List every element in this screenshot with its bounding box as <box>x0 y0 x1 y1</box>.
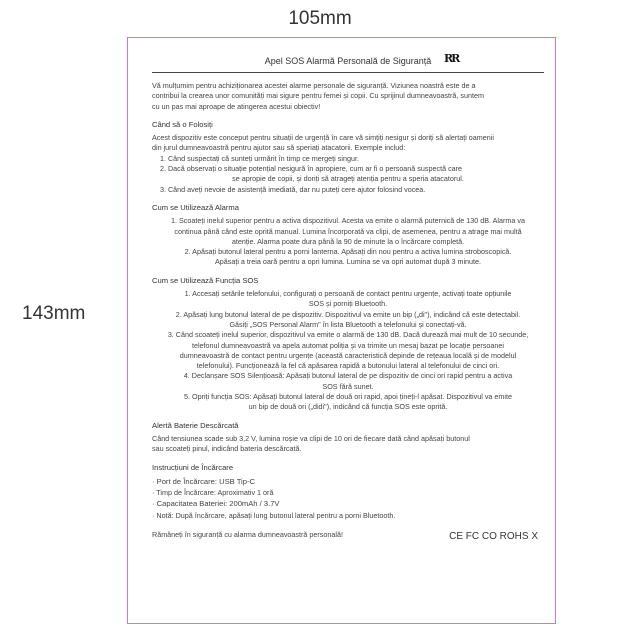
list-item-continued: se apropie de copii, și doriți să atrageți atenția pentru a speria atacatorul. <box>232 174 464 184</box>
section-heading-sos: Cum se Utilizează Funcția SOS <box>152 275 259 285</box>
body-line: Găsiți „SOS Personal Alarm" în lista Bluetooth a telefonului și conectați-vă. <box>229 319 467 329</box>
intro-line: Vă mulțumim pentru achiziționarea acestei alarme personale de siguranță. Viziunea noastră este de a <box>152 81 476 90</box>
body-line: atenție. Alarma poate dura până la 90 de minute la o încărcare completă. <box>231 236 465 246</box>
body-line: telefonului). Funcționează la fel că apăsarea rapidă a butonului lateral al telefonului de cinci ori. <box>196 361 500 371</box>
list-item: 2. Dacă observați o situație potențial nesigură în apropiere, cum ar fi o persoană suspectă care <box>160 164 463 174</box>
body-line: Apăsați a treia oară pentru a opri lumina. Lumina se va opri automat după 3 minute. <box>214 257 482 267</box>
body-line: 1. Scoateți inelul superior pentru a activa dispozitivul. Acesta va emite o alarmă puternică de 130 dB. Alarma va <box>171 216 525 226</box>
body-line: SOS și porniți Bluetooth. <box>308 299 388 309</box>
body-line: 2. Apăsați lung butonul lateral de pe dispozitiv. Dispozitivul va emite un bip („di"), indicând că este detectabil. <box>175 309 521 319</box>
section-heading-when: Când să o Folosiți <box>152 119 213 129</box>
body-line: din jurul dumneavoastră pentru ajutor sau să speriați atacatorii. Exemple includ: <box>152 143 406 153</box>
section-when <box>152 133 544 195</box>
label-footer <box>152 530 544 540</box>
charging-item: · Timp de Încărcare: Aproximativ 1 oră <box>152 488 274 498</box>
body-line: 2. Apăsați butonul lateral pentru a porni lanterna. Apăsați din nou pentru a activa lumina stroboscopică. <box>184 247 512 257</box>
body-line: telefonul dumneavoastră va apela automat poliția și va trimite un mesaj bazat pe locație persoanei <box>191 340 505 350</box>
section-heading-alarm: Cum se Utilizează Alarma <box>152 202 239 212</box>
intro-line: cu un pas mai aproape de atingerea acestui obiectiv! <box>152 101 321 111</box>
label-title: Apel SOS Alarmă Personală de Siguranță <box>264 56 432 66</box>
section-heading-charging: Instrucțiuni de Încărcare <box>152 462 234 472</box>
body-line: continua până când este oprită manual. Lumina încorporată va clipi, de asemenea, pentru a atrage mai multă <box>174 226 522 236</box>
list-item: 1. Când suspectați că sunteți urmărit în timp ce mergeți singur. <box>160 153 359 163</box>
body-line: 4. Declanșare SOS Silențioasă: Apăsați butonul lateral de pe dispozitiv de cinci ori rapid pentru a activa <box>183 371 513 381</box>
label-header <box>152 46 544 73</box>
body-line: sau scoateți pinul, indicând bateria descărcată. <box>152 444 302 454</box>
section-sos <box>152 289 544 413</box>
section-heading-battery: Alertă Baterie Descărcată <box>152 420 239 430</box>
width-dimension-label: 105mm <box>288 8 352 29</box>
body-line: 3. Când scoateți inelul superior, dispozitivul va emite o alarmă de 130 dB. Dacă durează mai mult de 10 secunde, <box>167 330 529 340</box>
body-line: 5. Opriți funcția SOS: Apăsați butonul lateral de două ori rapid, apoi țineți-l apăsat. Dispozitivul va emite <box>183 392 512 402</box>
charging-item: · Notă: După încărcare, apăsați lung butonul lateral pentru a porni Bluetooth. <box>152 510 396 520</box>
body-line: 1. Accesați setările telefonului, configurați o persoană de contact pentru urgențe, activați toate opțiunile <box>184 289 512 299</box>
body-line: Când tensiunea scade sub 3,2 V, lumina roșie va clipi de 10 ori de fiecare dată când apăsați butonul <box>152 433 470 443</box>
section-battery <box>152 434 544 455</box>
intro-paragraph <box>152 81 544 112</box>
brand-logo-icon: RR <box>444 52 459 65</box>
section-alarm <box>152 216 544 267</box>
charging-item: · Port de Încărcare: USB Tip-C <box>152 476 255 486</box>
body-line: un bip de două ori („didi"), indicând că funcția SOS este oprită. <box>248 402 448 412</box>
label-content <box>152 46 544 540</box>
body-line: SOS fără sunet. <box>322 381 374 391</box>
closing-line: Rămâneți în siguranță cu alarma dumneavoastră personală! <box>152 529 343 539</box>
height-dimension-label: 143mm <box>22 303 86 324</box>
intro-line: contribui la crearea unor comunități mai sigure pentru femei și copii. Cu sprijinul dumneavoastră, suntem <box>152 91 484 101</box>
list-item: 3. Când aveți nevoie de asistență imediată, dar nu puteți cere ajutor folosind vocea. <box>160 184 426 194</box>
section-charging <box>152 476 544 521</box>
charging-item: · Capacitatea Bateriei: 200mAh / 3.7V <box>152 499 280 509</box>
certification-marks: CE FC CO ROHS X <box>449 530 538 542</box>
body-line: dumneavoastră de contact pentru urgențe (această caracteristică depinde de rețeaua locală și de modelul <box>179 350 517 360</box>
body-line: Acest dispozitiv este conceput pentru situații de urgență în care vă simțiți nesigur și doriți să alertați oamenii <box>152 133 494 143</box>
